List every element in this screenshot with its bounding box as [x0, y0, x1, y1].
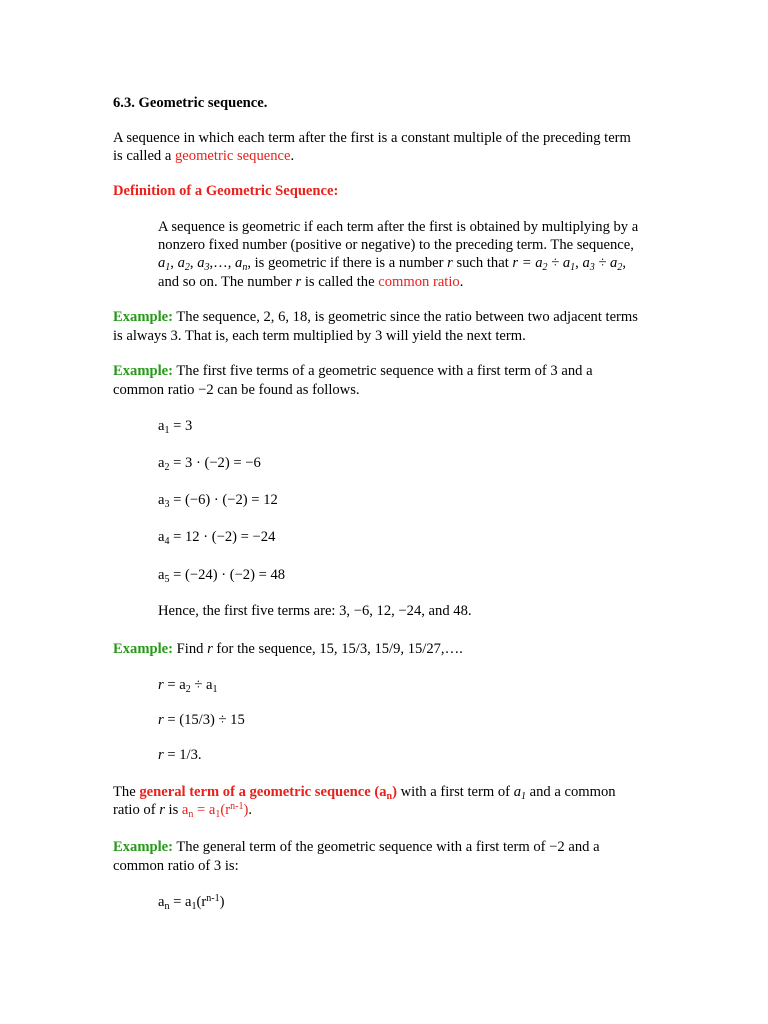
geometric-sequence-term: geometric sequence: [175, 148, 291, 164]
general-term-heading: general term of a geometric sequence $(a_n)$: [139, 784, 397, 802]
term-a4: $a_4 = 12 \cdot (-2) = -24$: [158, 529, 276, 547]
term-a5: $a_5 = (-24) \cdot (-2) = 48$: [158, 567, 286, 585]
definition-line-2: nonzero fixed number (positive or negative) to the preceding term. The sequence,: [158, 237, 634, 253]
ratio-step-3: r = 1/3.: [158, 747, 202, 763]
general-term-line-1: The general term of a geometric sequence $(a_n)$ with a first term of $a_1$ and a common: [113, 784, 616, 802]
definition-line-3: $a_1$, $a_2$, $a_3,\dots$, $a_n$, is geometric if there is a number r such that $r = a_2 \div a_1$, $a_3 \div a_2$,: [158, 255, 626, 273]
example1-line-1: Example: The sequence, 2, 6, 18, is geometric since the ratio between two adjacent terms: [113, 309, 638, 325]
definition-heading: Definition of a Geometric Sequence:: [113, 183, 339, 199]
ratio-step-2: r = (15/3) ÷ 15: [158, 712, 245, 728]
term-a3: $a_3 = (-6) \cdot (-2) = 12$: [158, 492, 278, 510]
general-term-formula: $a_n = a_1(r^{n-1})$: [181, 801, 249, 820]
intro-line-2: is called a geometric sequence.: [113, 148, 295, 164]
example-label: Example:: [113, 641, 173, 657]
ratio-step-1: $r = a_2 \div a_1$: [158, 677, 218, 695]
common-ratio-term: common ratio: [378, 274, 460, 290]
example1-line-2: is always 3. That is, each term multiplied by 3 will yield the next term.: [113, 328, 526, 344]
example2-line-1: Example: The first five terms of a geometric sequence with a first term of 3 and a: [113, 363, 593, 379]
example2-line-2: common ratio −2 can be found as follows.: [113, 382, 360, 398]
example4-line-1: Example: The general term of the geometric sequence with a first term of −2 and a: [113, 839, 600, 855]
example4-formula: $a_n = a_1(r^{n-1})$: [158, 893, 225, 912]
general-term-line-2: ratio of r is $a_n = a_1(r^{n-1})$.: [113, 801, 253, 820]
definition-line-4: and so on. The number r is called the common ratio.: [158, 274, 464, 290]
example-label: Example:: [113, 839, 173, 855]
example-label: Example:: [113, 363, 173, 379]
example-label: Example:: [113, 309, 173, 325]
example3-line: Example: Find r for the sequence, 15, 15/3, 15/9, 15/27,….: [113, 641, 463, 657]
definition-line-1: A sequence is geometric if each term after the first is obtained by multiplying by a: [158, 219, 639, 235]
example4-line-2: common ratio of 3 is:: [113, 858, 239, 874]
section-title: 6.3. Geometric sequence.: [113, 95, 268, 111]
example2-conclusion: Hence, the first five terms are: 3, −6, 12, −24, and 48.: [158, 603, 472, 619]
term-a2: $a_2 = 3 \cdot (-2) = -6$: [158, 455, 261, 473]
term-a1: $a_1 = 3$: [158, 418, 193, 436]
intro-line-1: A sequence in which each term after the first is a constant multiple of the preceding term: [113, 130, 631, 146]
